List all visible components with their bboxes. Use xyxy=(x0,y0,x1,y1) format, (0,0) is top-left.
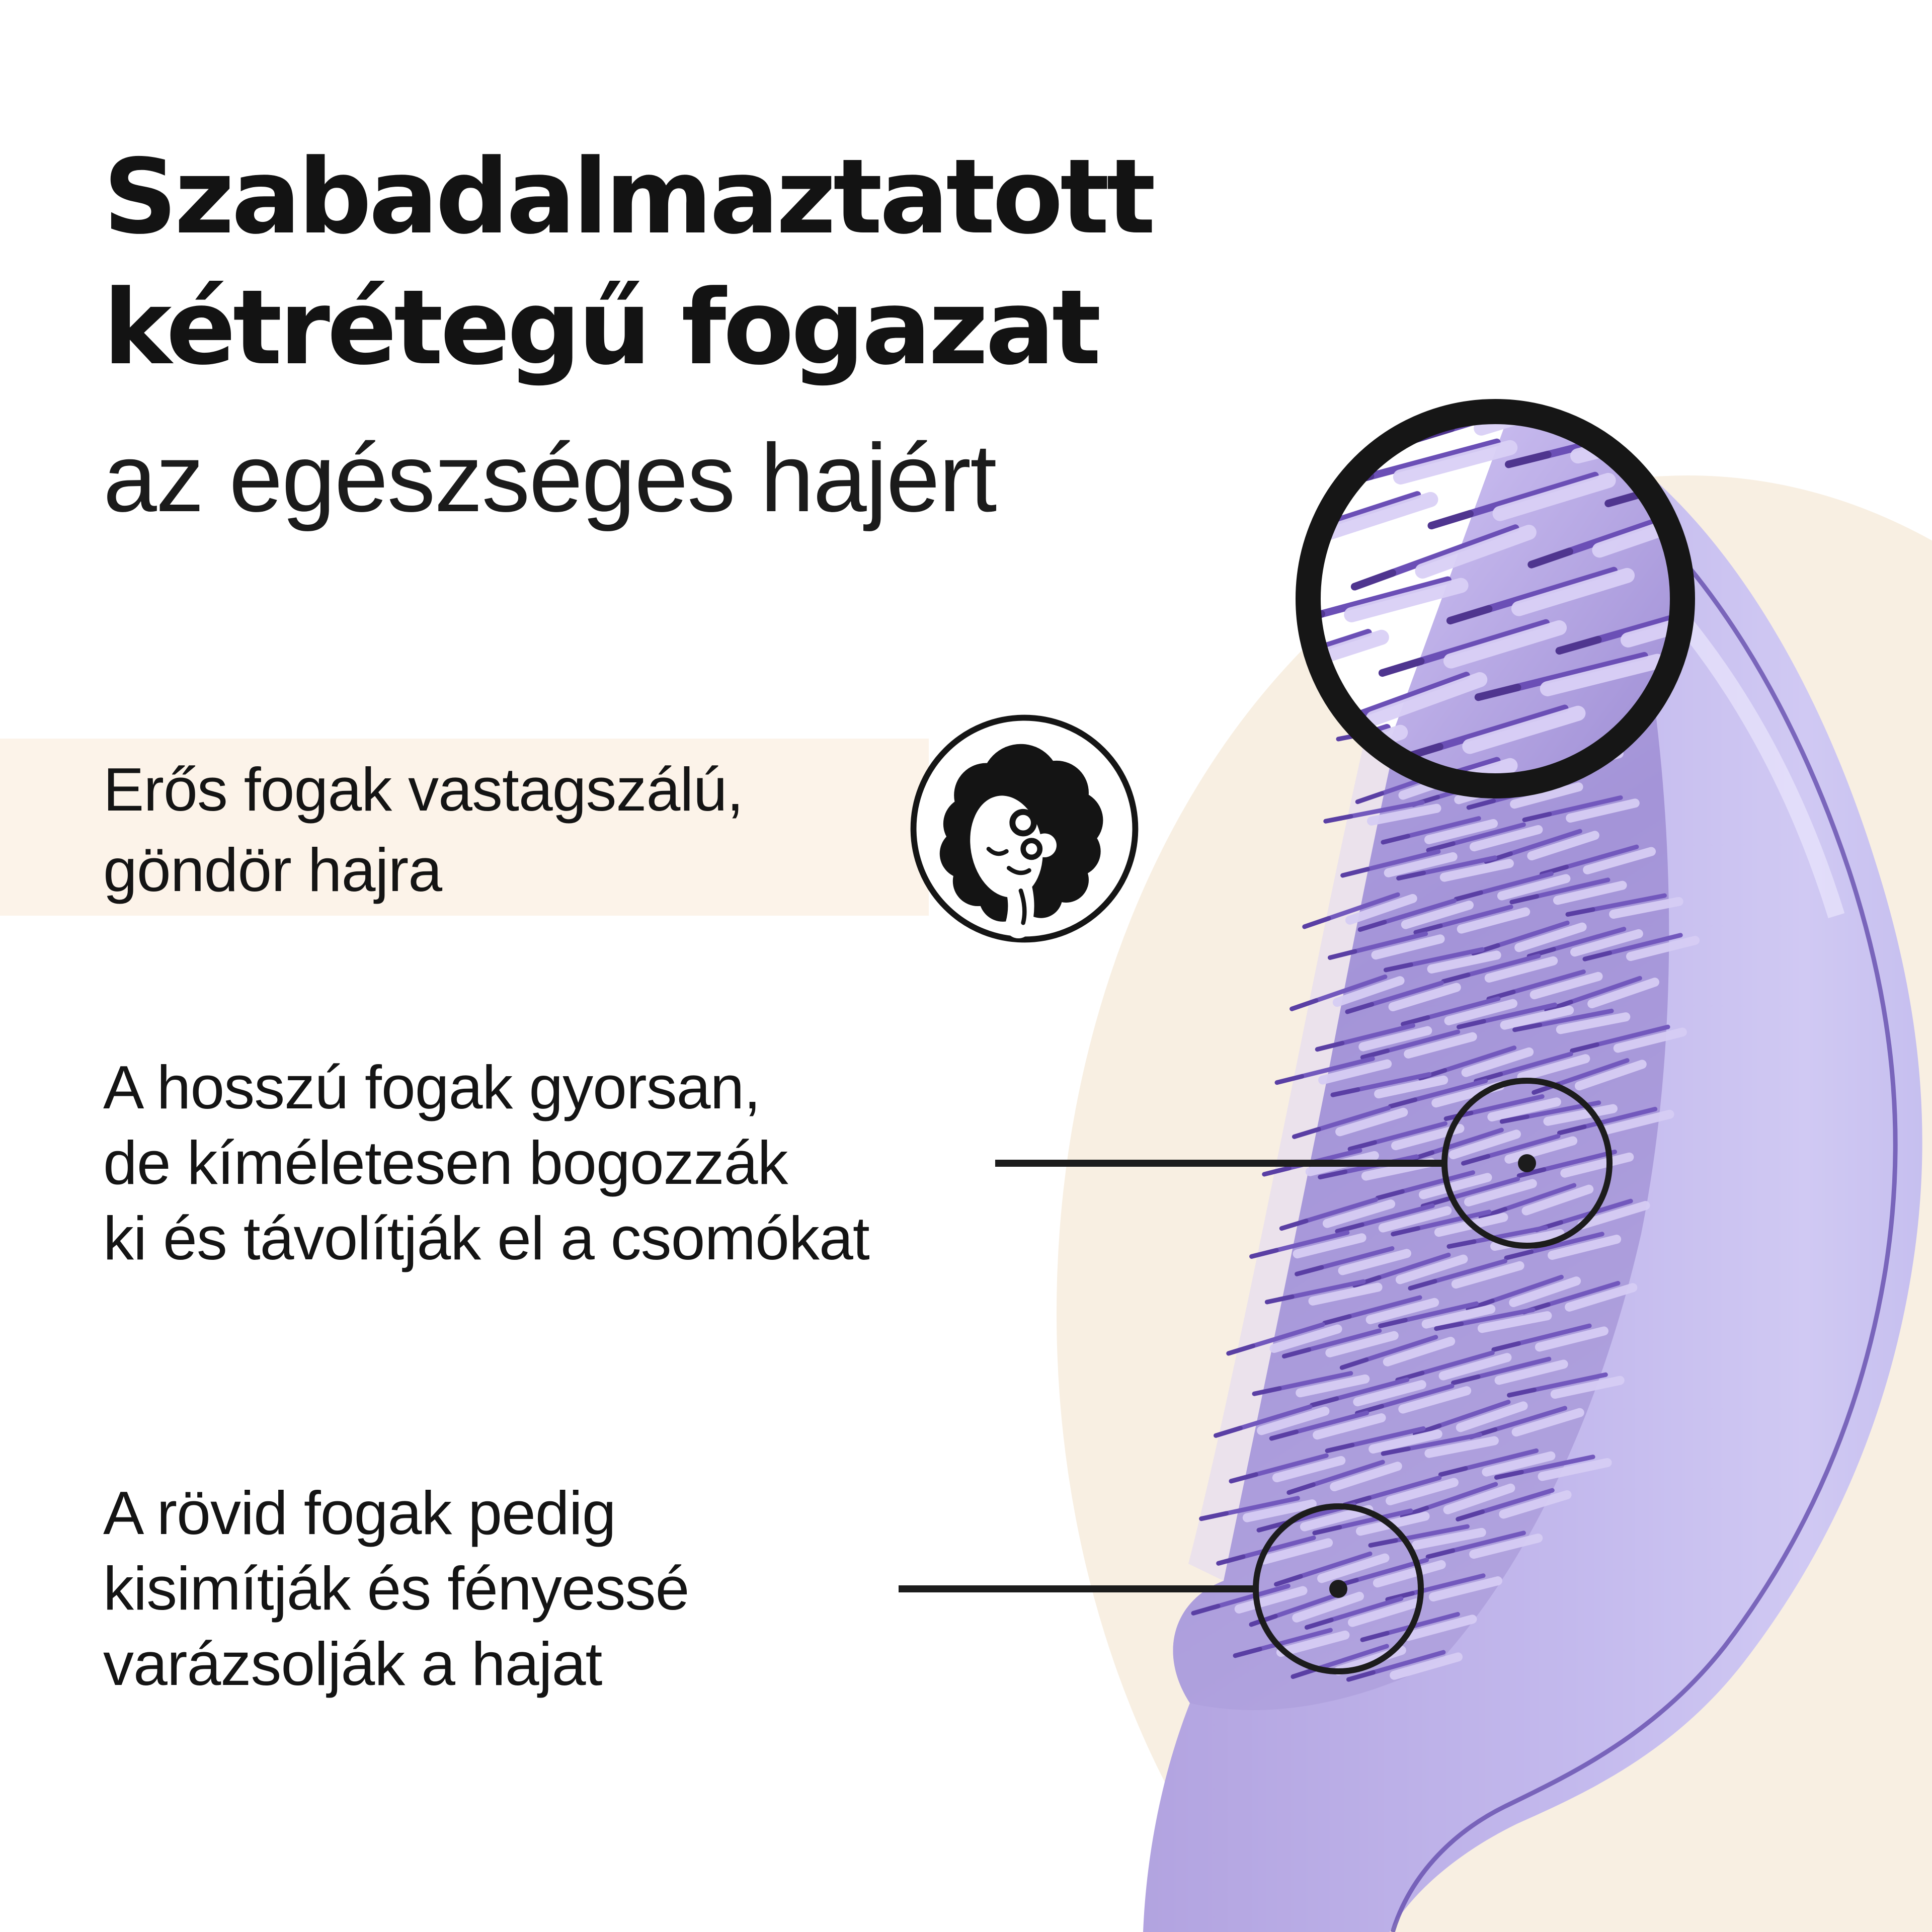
callout-line xyxy=(899,1585,1256,1592)
band-text-line-2: göndör hajra xyxy=(103,836,442,904)
headline-subtitle: az egészséges hajért xyxy=(103,424,996,532)
short-teeth-line-3: varázsolják a hajat xyxy=(103,1630,602,1698)
headline-line-2: kétrétegű fogazat xyxy=(103,268,1098,388)
callout-short-teeth-text xyxy=(103,1475,689,1702)
long-teeth-line-1: A hosszú fogak gyorsan, xyxy=(103,1053,761,1121)
short-teeth-line-1: A rövid fogak pedig xyxy=(103,1479,616,1547)
curly-hair-person-icon xyxy=(905,709,1144,948)
long-teeth-line-3: ki és távolítják el a csomókat xyxy=(103,1204,869,1272)
callout-line xyxy=(995,1160,1444,1167)
long-teeth-line-2: de kíméletesen bogozzák xyxy=(103,1129,788,1197)
headline-line-1: Szabadalmaztatott xyxy=(103,137,1153,257)
headline-block xyxy=(103,132,1153,538)
callout-long-teeth-text xyxy=(103,1050,869,1276)
short-teeth-line-2: kisimítják és fényessé xyxy=(103,1554,689,1623)
band-text-line-1: Erős fogak vastagszálú, xyxy=(103,755,744,824)
callout-dot xyxy=(1518,1154,1536,1172)
callout-dot xyxy=(1329,1580,1347,1598)
feature-band-text xyxy=(103,749,743,910)
